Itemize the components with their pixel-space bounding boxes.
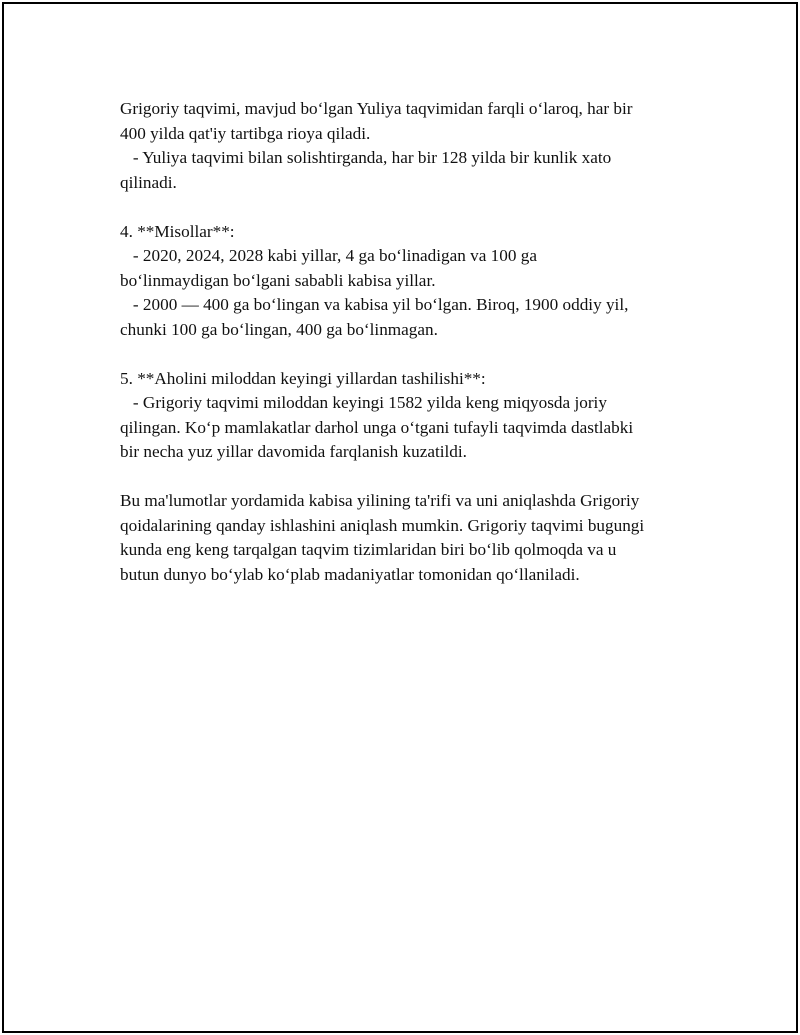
text-line: - Yuliya taqvimi bilan solishtirganda, har bir 128 yilda bir kunlik xato [120, 148, 612, 167]
text-line: chunki 100 ga bo‘lingan, 400 ga bo‘linmagan. [120, 319, 438, 339]
text-line: - Grigoriy taqvimi miloddan keyingi 1582 yilda keng miqyosda joriy [120, 393, 607, 412]
section-heading: 4. **Misollar**: [120, 221, 235, 241]
text-line: 400 yilda qat'iy tartibga rioya qiladi. [120, 123, 371, 143]
text-line: kunda eng keng tarqalgan taqvim tizimlaridan biri bo‘lib qolmoqda va u [120, 540, 617, 559]
text-line: bir necha yuz yillar davomida farqlanish kuzatildi. [120, 442, 467, 461]
text-line: Grigoriy taqvimi, mavjud bo‘lgan Yuliya taqvimidan farqli o‘laroq, har bir [120, 99, 633, 118]
text-line: - 2000 — 400 ga bo‘lingan va kabisa yil bo‘lgan. Biroq, 1900 oddiy yil, [120, 295, 629, 314]
document-page [2, 2, 798, 1033]
text-line: qilinadi. [120, 172, 177, 192]
blank-line [120, 342, 720, 367]
section-heading: 5. **Aholini miloddan keyingi yillardan tashilishi**: [120, 368, 486, 388]
text-line: bo‘linmaydigan bo‘lgani sababli kabisa yillar. [120, 270, 436, 290]
text-line: butun dunyo bo‘ylab ko‘plab madaniyatlar tomonidan qo‘llaniladi. [120, 564, 580, 584]
text-line: Bu ma'lumotlar yordamida kabisa yilining ta'rifi va uni aniqlashda Grigoriy [120, 491, 640, 510]
text-line: - 2020, 2024, 2028 kabi yillar, 4 ga bo‘linadigan va 100 ga [120, 246, 537, 265]
text-line: qilingan. Ko‘p mamlakatlar darhol unga o‘tgani tufayli taqvimda dastlabki [120, 417, 634, 437]
text-line: qoidalarining qanday ishlashini aniqlash mumkin. Grigoriy taqvimi bugungi [120, 515, 645, 535]
blank-line [120, 195, 720, 220]
document-body [120, 97, 720, 587]
blank-line [120, 465, 720, 490]
